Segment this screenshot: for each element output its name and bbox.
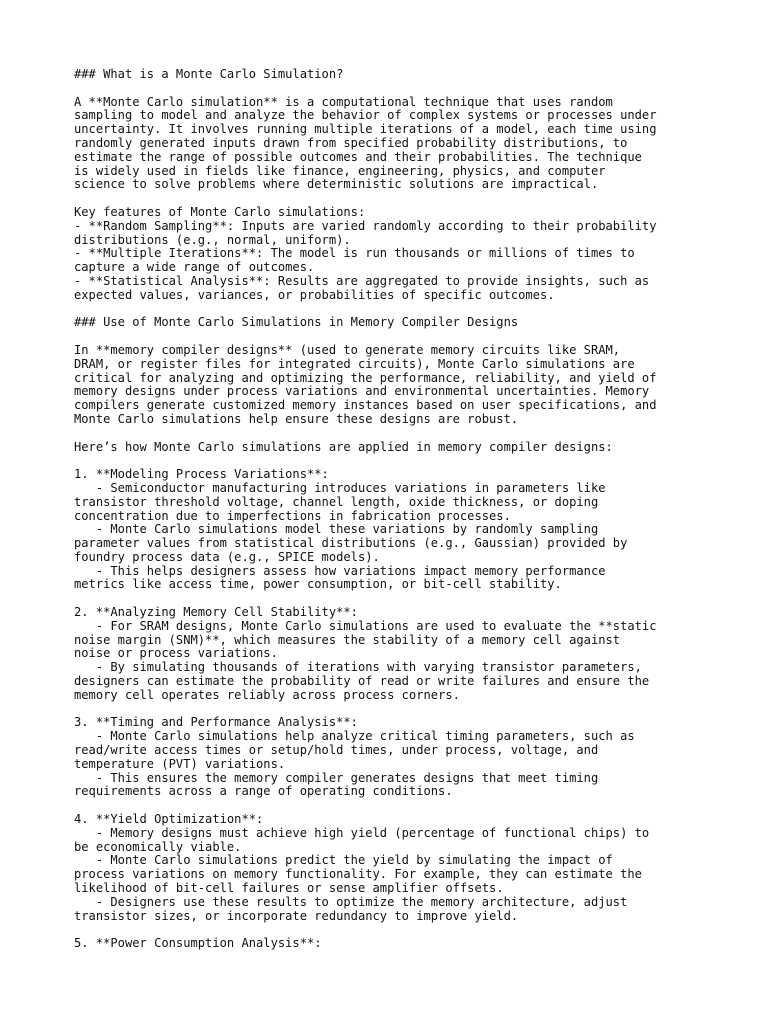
blank-line <box>74 303 754 317</box>
blank-line <box>74 192 754 206</box>
text-line: 4. **Yield Optimization**: <box>74 812 264 827</box>
text-line: is widely used in fields like finance, engineering, physics, and computer <box>74 163 606 178</box>
text-line: critical for analyzing and optimizing the performance, reliability, and yield of <box>74 370 657 385</box>
text-line: distributions (e.g., normal, uniform). <box>74 232 351 247</box>
text-line: compilers generate customized memory instances based on user specifications, and <box>74 398 657 413</box>
text-line: process variations on memory functionality. For example, they can estimate the <box>74 867 642 882</box>
text-line: - This helps designers assess how variations impact memory performance <box>74 563 606 578</box>
text-line: noise or process variations. <box>74 646 278 661</box>
blank-line <box>74 330 754 344</box>
document-page <box>74 68 754 951</box>
text-line: 5. **Power Consumption Analysis**: <box>74 936 322 951</box>
text-line: memory cell operates reliably across process corners. <box>74 687 460 702</box>
text-line: uncertainty. It involves running multiple iterations of a model, each time using <box>74 122 657 137</box>
text-line: randomly generated inputs drawn from specified probability distributions, to <box>74 135 628 150</box>
text-line: - Semiconductor manufacturing introduces variations in parameters like <box>74 480 606 495</box>
text-line: expected values, variances, or probabilities of specific outcomes. <box>74 287 555 302</box>
text-line: - **Random Sampling**: Inputs are varied randomly according to their probability <box>74 218 657 233</box>
text-line: - Monte Carlo simulations model these variations by randomly sampling <box>74 522 599 537</box>
text-line: - Memory designs must achieve high yield (percentage of functional chips) to <box>74 825 650 840</box>
text-line: - **Statistical Analysis**: Results are aggregated to provide insights, such as <box>74 273 650 288</box>
text-line: capture a wide range of outcomes. <box>74 260 315 275</box>
text-line: read/write access times or setup/hold times, under process, voltage, and <box>74 743 599 758</box>
blank-line <box>74 454 754 468</box>
text-line: ### Use of Monte Carlo Simulations in Memory Compiler Designs <box>74 315 519 330</box>
text-line: estimate the range of possible outcomes and their probabilities. The technique <box>74 149 642 164</box>
blank-line <box>74 923 754 937</box>
blank-line <box>74 592 754 606</box>
text-line: ### What is a Monte Carlo Simulation? <box>74 67 344 81</box>
text-line: 1. **Modeling Process Variations**: <box>74 467 329 482</box>
text-line: foundry process data (e.g., SPICE models). <box>74 549 380 564</box>
text-line: A **Monte Carlo simulation** is a computational technique that uses random <box>74 94 613 109</box>
text-line: DRAM, or register files for integrated circuits), Monte Carlo simulations are <box>74 356 635 371</box>
text-line: Key features of Monte Carlo simulations: <box>74 204 366 219</box>
text-line: memory designs under process variations and environmental uncertainties. Memory <box>74 384 650 399</box>
text-line: - For SRAM designs, Monte Carlo simulations are used to evaluate the **static <box>74 618 657 633</box>
text-line: - By simulating thousands of iterations with varying transistor parameters, <box>74 660 642 675</box>
text-line: likelihood of bit-cell failures or sense amplifier offsets. <box>74 881 504 896</box>
text-line: 2. **Analyzing Memory Cell Stability**: <box>74 605 358 620</box>
text-line: noise margin (SNM)**, which measures the stability of a memory cell against <box>74 632 621 647</box>
text-line: 3. **Timing and Performance Analysis**: <box>74 715 358 730</box>
text-line: temperature (PVT) variations. <box>74 756 286 771</box>
blank-line <box>74 799 754 813</box>
text-line: transistor threshold voltage, channel length, oxide thickness, or doping <box>74 494 599 509</box>
text-line: sampling to model and analyze the behavior of complex systems or processes under <box>74 108 657 123</box>
text-line: designers can estimate the probability of read or write failures and ensure the <box>74 674 650 689</box>
text-line: Here’s how Monte Carlo simulations are applied in memory compiler designs: <box>74 439 613 454</box>
text-line: - Designers use these results to optimize the memory architecture, adjust <box>74 894 628 909</box>
blank-line <box>74 703 754 717</box>
text-line: - **Multiple Iterations**: The model is run thousands or millions of times to <box>74 246 635 261</box>
text-line: science to solve problems where deterministic solutions are impractical. <box>74 177 599 192</box>
text-line: be economically viable. <box>74 839 242 854</box>
text-line: concentration due to imperfections in fabrication processes. <box>74 508 511 523</box>
blank-line <box>74 427 754 441</box>
text-line: - Monte Carlo simulations predict the yield by simulating the impact of <box>74 853 613 868</box>
text-line: transistor sizes, or incorporate redundancy to improve yield. <box>74 908 519 923</box>
text-line: - Monte Carlo simulations help analyze critical timing parameters, such as <box>74 729 635 744</box>
blank-line <box>74 82 754 96</box>
text-line: requirements across a range of operating conditions. <box>74 784 453 799</box>
text-line: metrics like access time, power consumption, or bit-cell stability. <box>74 577 562 592</box>
text-line: parameter values from statistical distributions (e.g., Gaussian) provided by <box>74 536 628 551</box>
text-line: In **memory compiler designs** (used to generate memory circuits like SRAM, <box>74 342 621 357</box>
text-line: Monte Carlo simulations help ensure these designs are robust. <box>74 411 519 426</box>
text-line: - This ensures the memory compiler generates designs that meet timing <box>74 770 599 785</box>
